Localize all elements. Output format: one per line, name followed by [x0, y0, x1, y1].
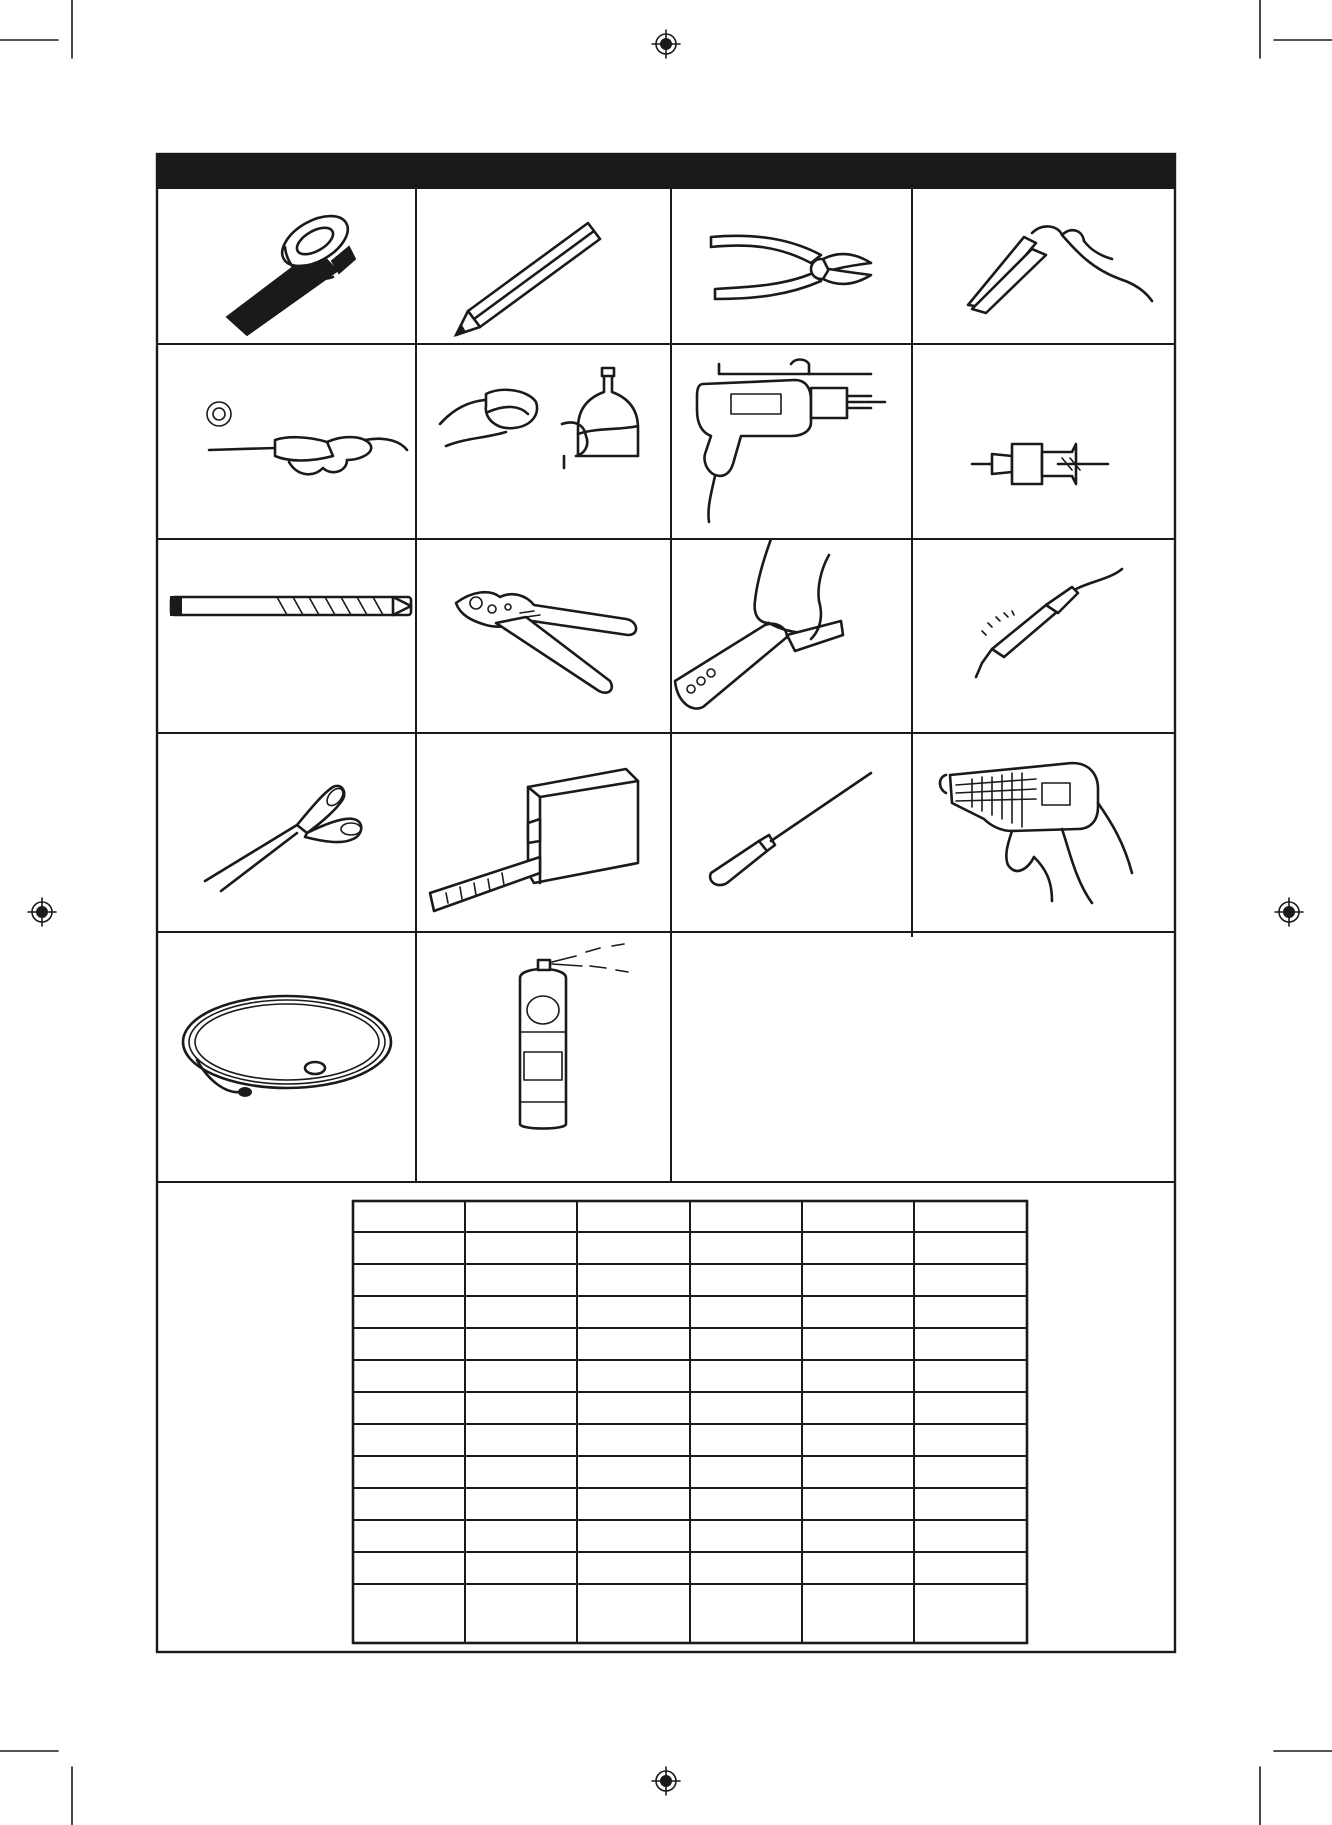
fish-tape-icon: [157, 932, 416, 1182]
drill-bit-icon: [157, 539, 416, 733]
header-band: [156, 154, 1176, 189]
hole-saw-icon: [912, 344, 1175, 539]
wire-stripper-hand-icon: [912, 189, 1175, 344]
heat-gun-icon: [912, 733, 1175, 932]
registration-mark-top: [652, 30, 680, 58]
crop-mark-bottom-right: [1260, 1751, 1332, 1825]
cable-stripper-icon: [671, 539, 912, 733]
pencil-icon: [416, 189, 671, 344]
electric-drill-icon: [671, 344, 912, 539]
awl-icon: [671, 733, 912, 932]
insulating-tape-icon: [157, 189, 416, 344]
side-cutting-pliers-icon: [671, 189, 912, 344]
registration-mark-left: [28, 898, 56, 926]
crimping-pliers-icon: [416, 539, 671, 733]
registration-mark-right: [1275, 898, 1303, 926]
tape-measure-icon: [416, 733, 671, 932]
screwdriver-icon: [157, 344, 416, 539]
crop-mark-top-left: [0, 0, 72, 58]
soldering-iron-icon: [912, 539, 1175, 733]
spray-can-icon: [416, 932, 671, 1182]
crop-mark-top-right: [1260, 0, 1332, 58]
data-table-grid: [353, 1201, 1027, 1643]
putty-and-bottle-icon: [416, 344, 671, 539]
scissors-icon: [157, 733, 416, 932]
registration-mark-bottom: [652, 1767, 680, 1795]
crop-mark-bottom-left: [0, 1751, 72, 1825]
